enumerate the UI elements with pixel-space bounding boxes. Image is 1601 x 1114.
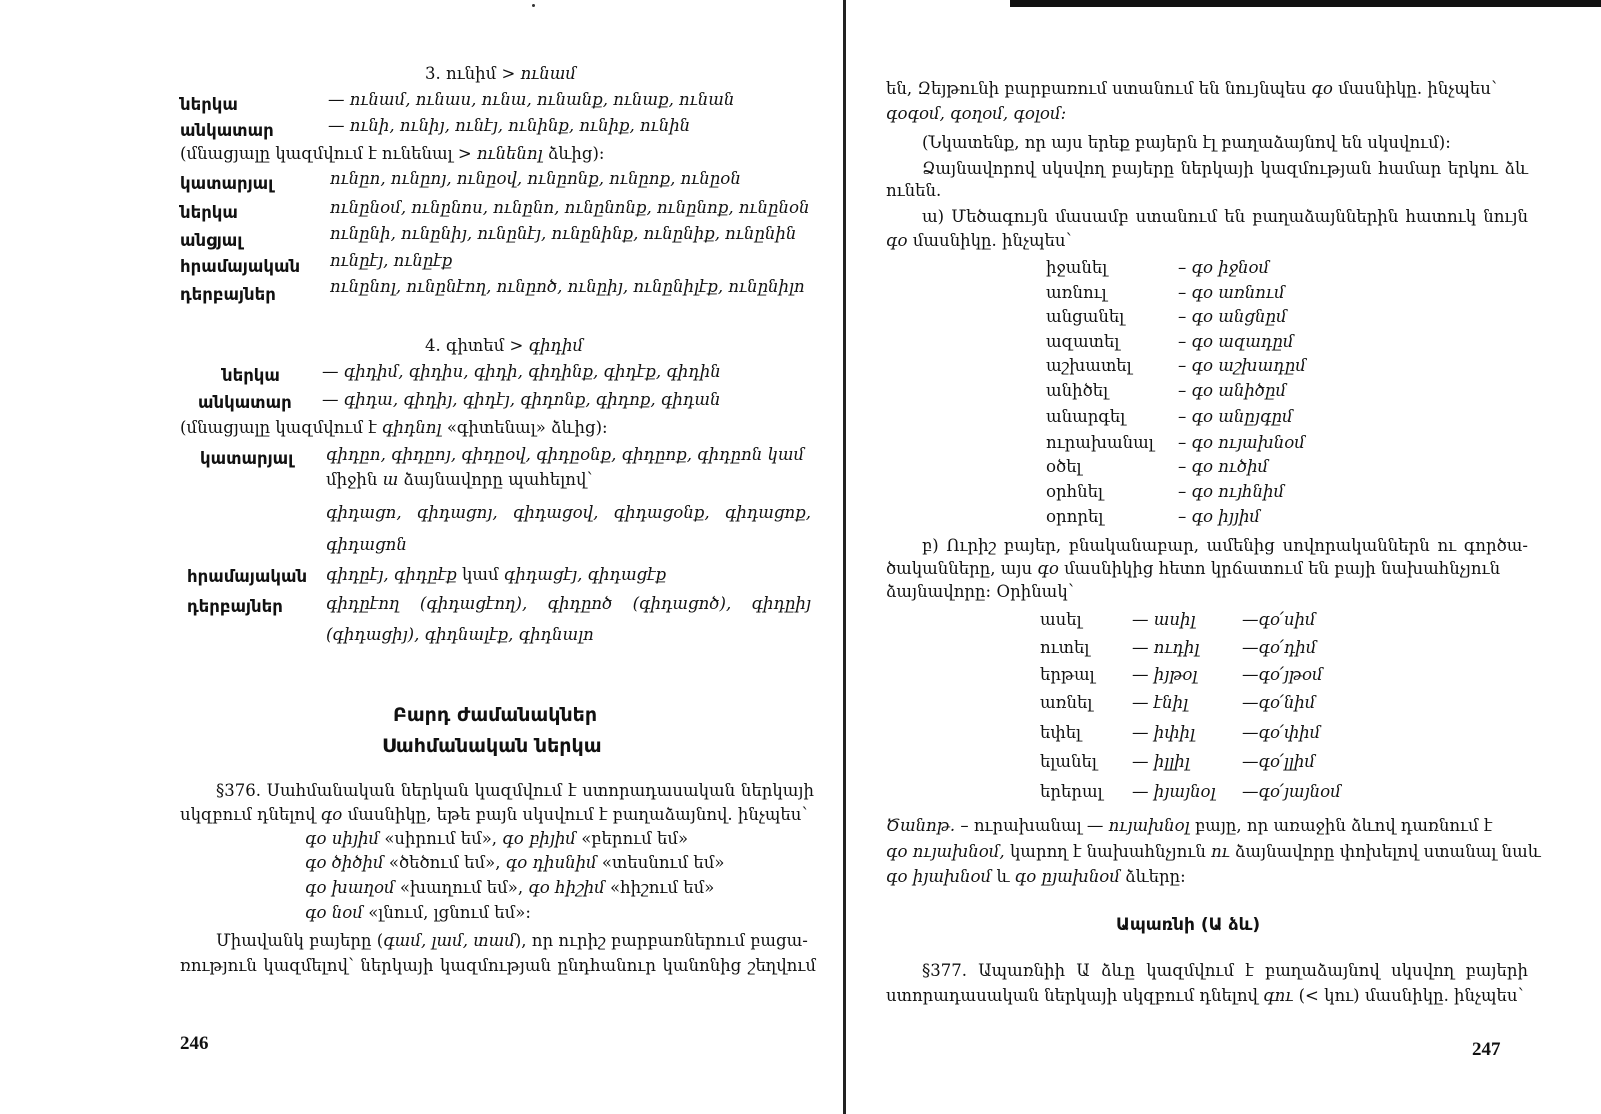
right-a-line1: ա) Մեծագույն մասամբ ստանում են բաղաձայններին հատուկ նույն [922, 207, 1528, 226]
list-b-form: —գօ՛յայնօմ [1242, 782, 1341, 801]
s4-label-participles: դերբայներ [187, 597, 283, 616]
s3-forms-present: — ունամ, ունաս, ունա, ունանք, ունաք, ունան [328, 90, 735, 109]
right-a-line2: գօ մասնիկը. ինչպես՝ [886, 231, 1072, 250]
list-a-word: օրորել [1046, 507, 1104, 526]
right-vowel-line2: ունեն. [886, 181, 942, 200]
s4-heading: 4. գիտեմ > գիդիմ [425, 336, 584, 355]
s4-participle-line2: (գիդացիյ), գիդնալէք, գիդնալո [326, 625, 594, 644]
s3-label-present: ներկա [180, 95, 238, 114]
list-a-form: – գօ անիծըմ [1178, 381, 1287, 400]
list-b-form: —գօ՛փիմ [1242, 723, 1321, 742]
list-b-form: —գօ՛նիմ [1242, 693, 1316, 712]
list-a-word: առնուլ [1046, 283, 1107, 302]
list-a-form: – գօ աշխադըմ [1178, 356, 1306, 375]
list-a-form: – գօ ազադըմ [1178, 332, 1294, 351]
list-b-word: առնել [1040, 693, 1093, 712]
list-a-word: անիծել [1046, 381, 1109, 400]
list-b-form: —գօ՛սիմ [1242, 610, 1316, 629]
list-b-mid: — ուդիլ [1132, 638, 1200, 657]
p376-line-last1: Միավանկ բայերը (գամ, լամ, տամ), որ ուրիշ բարբառներում բացա- [216, 931, 808, 950]
list-a-word: աշխատել [1046, 356, 1132, 375]
list-a-form: – գօ անըյգըմ [1178, 407, 1293, 426]
p376-line-last2: ռություն կազմելով՝ ներկայի կազմության ընդհանուր կանոնից շեղվում [180, 956, 816, 975]
right-note-paren: (Նկատենք, որ այս երեք բայերն էլ բաղաձայնով են սկսվում): [922, 133, 1451, 152]
s4-label-perfect: կատարյալ [200, 449, 294, 468]
p376-example-line1: գօ սիյիմ «սիրում եմ», գօ բիյիմ «բերում եմ» [305, 829, 689, 848]
list-b-form: —գօ՛դիմ [1242, 638, 1317, 657]
list-b-mid: — էնիլ [1132, 693, 1189, 712]
s4-forms-present: — գիդիմ, գիդիս, գիդի, գիդինք, գիդէք, գիդին [322, 362, 721, 381]
list-a-word: ազատել [1046, 332, 1120, 351]
right-vowel-line1: Ձայնավորով սկսվող բայերը ներկայի կազմության համար երկու ձև [922, 159, 1528, 178]
list-b-mid: — իյայնօլ [1132, 782, 1216, 801]
list-b-word: ուտել [1040, 638, 1090, 657]
page-number-right: 247 [1472, 1039, 1501, 1060]
s3-forms-past: ունընի, ունընիյ, ունընէյ, ունընինք, ունընիք, ունընին [330, 224, 797, 243]
list-b-word: եփել [1040, 723, 1082, 742]
list-a-form: – գօ ույախնօմ [1178, 433, 1305, 452]
s4-label-imperfect: անկատար [198, 393, 292, 412]
list-a-form: – գօ անցնըմ [1178, 307, 1287, 326]
section-heading-indicative-present: Սահմանական ներկա [382, 735, 602, 757]
s3-label-past: անցյալ [180, 231, 243, 250]
s3-forms-imperative: ունըէյ, ունըէք [330, 251, 453, 270]
s3-note: (մնացյալը կազմվում է ունենալ > ունենոլ ձևից): [180, 144, 605, 163]
s3-forms-present2: ունընօմ, ունընոս, ունընո, ունընոնք, ունընոք, ունընօն [330, 198, 810, 217]
right-note-line3: գօ իյախնօմ և գօ ըյախնօմ ձևերը: [886, 867, 1186, 886]
list-b-word: երթալ [1040, 665, 1095, 684]
note-label: Ծանոթ. [886, 816, 956, 835]
right-note-line1: Ծանոթ. – ուրախանալ — ույախնօլ բայը, որ առաջին ձևով դառնում է [886, 816, 1493, 835]
list-a-form: – գօ առնում [1178, 283, 1285, 302]
right-note-line2: գօ ույախնօմ, կարող է նախահնչյուն ու ձայնավորը փոխելով ստանալ նաև [886, 842, 1541, 861]
s3-label-imperfect: անկատար [180, 121, 274, 140]
s3-forms-participles: ունընոլ, ունընէող, ունըոծ, ունըիյ, ունընիլէք, ունընիլո [330, 277, 805, 296]
list-a-word: օծել [1046, 457, 1082, 476]
s4-perfect-line2: միջին ա ձայնավորը պահելով՝ [326, 470, 593, 489]
s3-label-perfect: կատարյալ [180, 174, 274, 193]
s4-participle-line1: գիդըէող (գիդացէող), գիդըոծ (գիդացոծ), գիդըիյ [326, 594, 811, 613]
s4-forms-imperfect: — գիդա, գիդիյ, գիդէյ, գիդոնք, գիդոք, գիդան [322, 390, 721, 409]
p376-example-line2: գօ ծիծիմ «ծեծում եմ», գօ դիսնիմ «տեսնում եմ» [305, 853, 725, 872]
p376-line2: սկզբում դնելով գօ մասնիկը, եթե բայն սկսվում է բաղաձայնով. ինչպես՝ [180, 805, 808, 824]
page-number-left: 246 [180, 1033, 209, 1054]
section-heading-compound-tenses: Բարդ ժամանակներ [393, 704, 598, 726]
p376-line1: §376. Սահմանական ներկան կազմվում է ստորադասական ներկայի [216, 781, 814, 800]
p377-line2: ստորադասական ներկայի սկզբում դնելով գու (< կու) մասնիկը. ինչպես՝ [886, 986, 1524, 1005]
s3-label-present2: ներկա [180, 203, 238, 222]
list-b-form: —գօ՛լլիմ [1242, 752, 1315, 771]
right-cont-examples: գօգօմ, գօղօմ, գօլօմ: [886, 104, 1067, 123]
s4-perfect-line1: գիդըո, գիդըոյ, գիդըօվ, գիդըօնք, գիդըոք, գիդըոն կամ [326, 445, 805, 464]
s4-label-present: ներկա [222, 366, 280, 385]
list-b-mid: — ասիլ [1132, 610, 1196, 629]
s4-perfect-line4: գիդացոն [326, 535, 407, 554]
right-page [850, 0, 1601, 1114]
right-b-line3: ձայնավորը: Օրինակ՝ [886, 582, 1074, 601]
list-b-mid: — իփիլ [1132, 723, 1196, 742]
list-a-form: – գօ ուծիմ [1178, 457, 1269, 476]
p376-example-line4: գօ նօմ «լնում, լցնում եմ»: [305, 903, 531, 922]
list-a-word: ուրախանալ [1046, 433, 1154, 452]
list-b-word: երերալ [1040, 782, 1103, 801]
s4-label-imperative: հրամայական [187, 567, 308, 586]
list-a-word: իջանել [1046, 258, 1108, 277]
p377-line1: §377. Ապառնիի Ա ձևը կազմվում է բաղաձայնով սկսվող բայերի [922, 961, 1528, 980]
p376-example-line3: գօ խաղօմ «խաղում եմ», գօ հիշիմ «հիշում եմ» [305, 878, 715, 897]
list-b-mid: — իյթօլ [1132, 665, 1198, 684]
list-a-word: անարգել [1046, 407, 1126, 426]
list-a-word: անցանել [1046, 307, 1125, 326]
right-b-line1: բ) Ուրիշ բայեր, բնականաբար, ամենից սովորականներն ու գործա- [922, 536, 1528, 555]
list-b-form: —գօ՛յթօմ [1242, 665, 1323, 684]
list-a-form: – գօ իջնօմ [1178, 258, 1270, 277]
s3-label-participles: դերբայներ [180, 285, 276, 304]
list-b-mid: — իլլիլ [1132, 752, 1190, 771]
s3-forms-imperfect: — ունի, ունիյ, ունէյ, ունինք, ունիք, ունին [328, 116, 691, 135]
list-a-word: օրհնել [1046, 482, 1104, 501]
s4-note: (մնացյալը կազմվում է գիդնոլ «գիտենալ» ձևից): [180, 418, 608, 437]
list-a-form: – գօ իյյիմ [1178, 507, 1261, 526]
s4-imperative: գիդըէյ, գիդըէք կամ գիդացէյ, գիդացէք [326, 565, 667, 584]
list-b-word: ելանել [1040, 752, 1097, 771]
right-b-line2: ծականները, այս գօ մասնիկից հետո կրճատում են բայի նախահնչյուն [886, 559, 1501, 578]
list-b-word: ասել [1040, 610, 1082, 629]
sub-heading-future: Ապառնի (Ա ձև) [1116, 915, 1261, 935]
s3-label-imperative: հրամայական [180, 257, 301, 276]
s3-heading: 3. ունիմ > ունամ [425, 64, 577, 83]
list-a-form: – գօ ույհնիմ [1178, 482, 1285, 501]
s4-perfect-line3: գիդացո, գիդացոյ, գիդացօվ, գիդացօնք, գիդացոք, [326, 503, 811, 522]
s3-forms-perfect: ունըո, ունըոյ, ունըօվ, ունըոնք, ունըոք, ունըօն [330, 169, 741, 188]
right-cont-line1: են, Զեյթունի բարբառում ստանում են նույնպես գօ մասնիկը. ինչպես՝ [886, 79, 1497, 98]
